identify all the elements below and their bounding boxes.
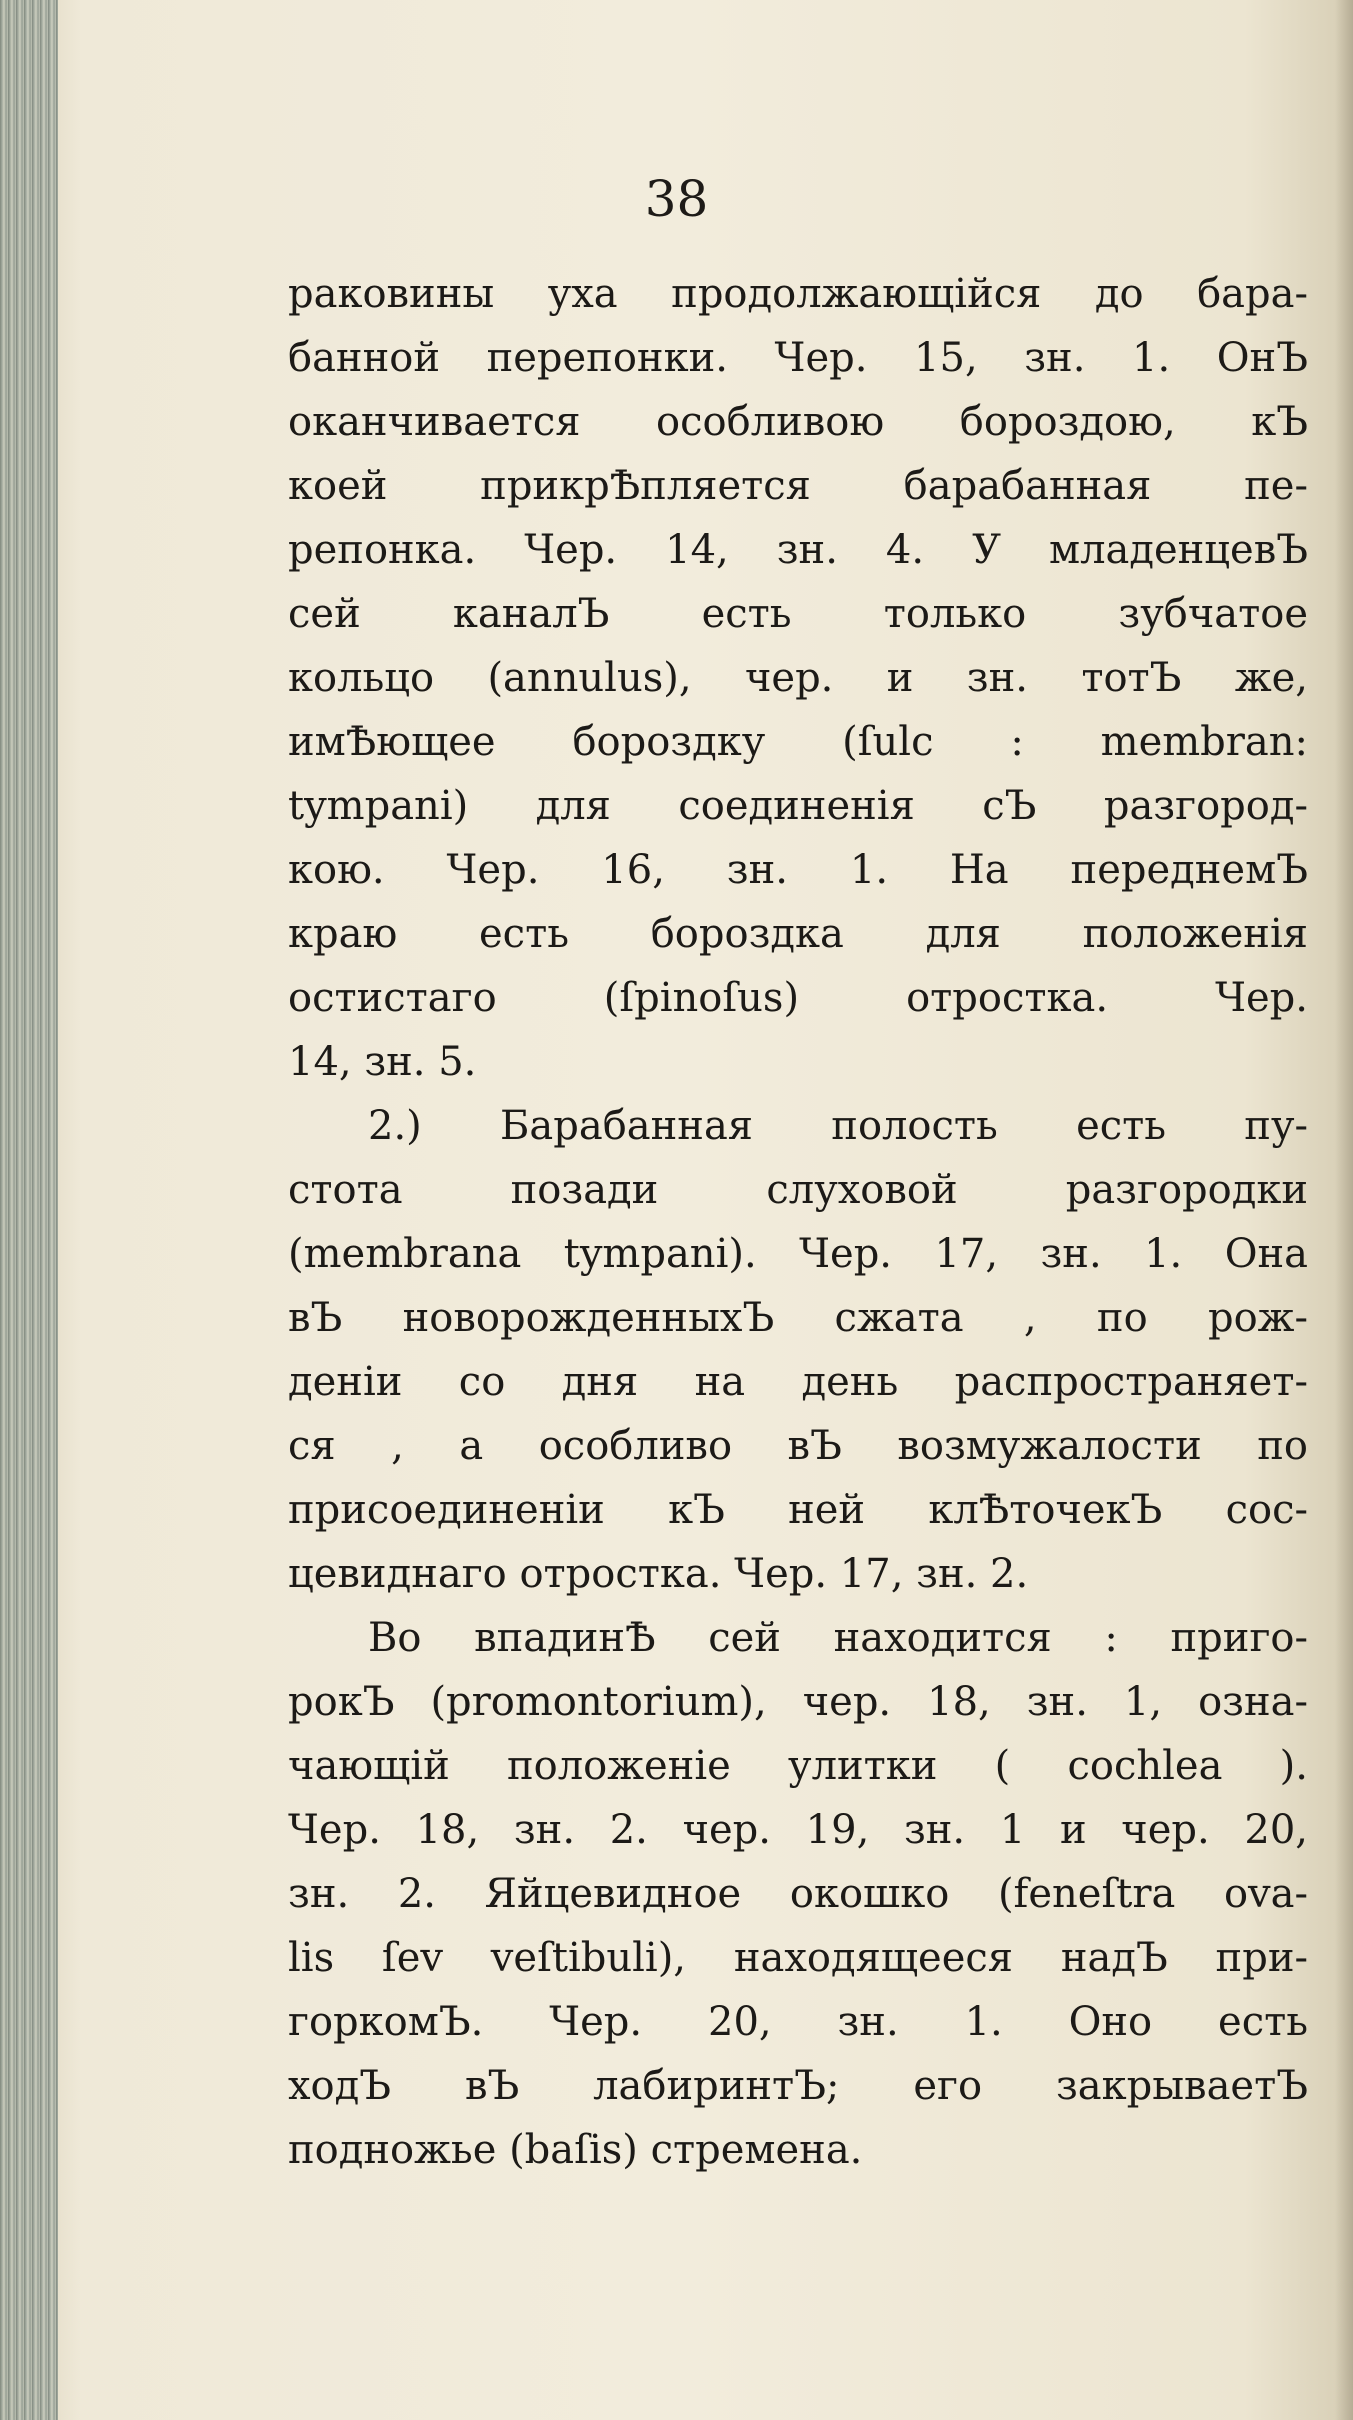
text-line: репонка. Чер. 14, зн. 4. У младенцевЪ	[288, 527, 1308, 573]
text-line: банной перепонки. Чер. 15, зн. 1. ОнЪ	[288, 335, 1308, 381]
text-line: tympani) для соединенія сЪ разгород-	[288, 783, 1308, 829]
text-line: сей каналЪ есть только зубчатое	[288, 591, 1308, 637]
text-line: коей прикрѢпляется барабанная пе-	[288, 463, 1308, 509]
text-line: деніи со дня на день распространяет-	[288, 1359, 1308, 1405]
paragraph-start-line: 2.) Барабанная полость есть пу-	[368, 1103, 1308, 1149]
text-line: остистаго (ſpinoſus) отростка. Чер.	[288, 975, 1308, 1021]
book-page-edge	[0, 0, 58, 2420]
text-line: ся , а особливо вЪ возмужалости по	[288, 1423, 1308, 1469]
text-line: 14, зн. 5.	[288, 1039, 477, 1085]
text-line: рокЪ (promontorium), чер. 18, зн. 1, озна-	[288, 1679, 1308, 1725]
page-number: 38	[644, 170, 709, 228]
paragraph-start-line: Во впадинѢ сей находится : приго-	[368, 1615, 1308, 1661]
text-line: lis ſev veſtibuli), находящееся надЪ при-	[288, 1935, 1308, 1981]
text-line: (membrana tympani). Чер. 17, зн. 1. Она	[288, 1231, 1308, 1277]
text-line: вЪ новорожденныхЪ сжата , по рож-	[288, 1295, 1308, 1341]
text-line: имѢющее бороздку (ſulc : membran:	[288, 719, 1308, 765]
text-line: присоединеніи кЪ ней клѢточекЪ сос-	[288, 1487, 1308, 1533]
text-line: кольцо (annulus), чер. и зн. тотЪ же,	[288, 655, 1308, 701]
text-line: кою. Чер. 16, зн. 1. На переднемЪ	[288, 847, 1308, 893]
body-text	[288, 262, 1308, 2182]
text-line: зн. 2. Яйцевидное окошко (feneſtra ova-	[288, 1871, 1308, 1917]
text-line: горкомЪ. Чер. 20, зн. 1. Оно есть	[288, 1999, 1308, 2045]
text-line: подножье (baſis) стремена.	[288, 2127, 863, 2173]
text-line: раковины уха продолжающійся до бара-	[288, 271, 1308, 317]
page-shadow	[1335, 0, 1353, 2420]
text-line: чающій положеніе улитки ( cochlea ).	[288, 1743, 1308, 1789]
text-line: оканчивается особливою бороздою, кЪ	[288, 399, 1308, 445]
text-line: стота позади слуховой разгородки	[288, 1167, 1308, 1213]
text-line: цевиднаго отростка. Чер. 17, зн. 2.	[288, 1551, 1029, 1597]
text-line: ходЪ вЪ лабиринтЪ; его закрываетЪ	[288, 2063, 1308, 2109]
text-line: Чер. 18, зн. 2. чер. 19, зн. 1 и чер. 20,	[288, 1807, 1308, 1853]
text-line: краю есть бороздка для положенія	[288, 911, 1308, 957]
